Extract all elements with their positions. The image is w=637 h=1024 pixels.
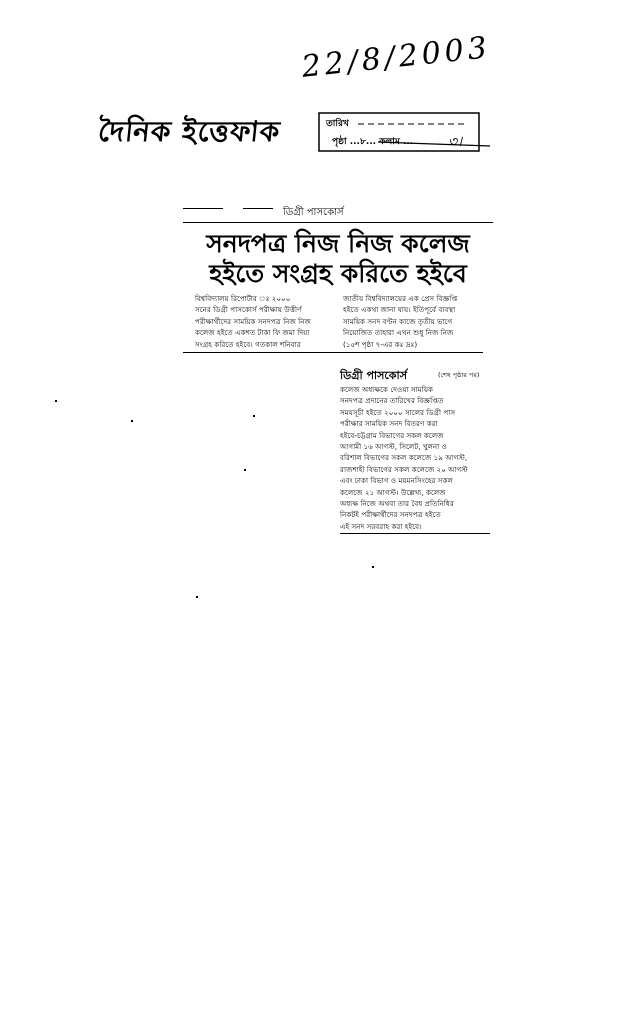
headline-rule-top — [183, 222, 493, 223]
text-line: কলেজ হইতে একশত টাকা ফি জমা দিয়া — [195, 328, 310, 338]
text-line: সাময়িক সনদ বণ্টন কাজে তৃতীয় ভাগে — [343, 316, 453, 326]
stamp-page-column: পৃষ্ঠা ...৮... কলাম ... — [332, 137, 414, 147]
text-line: বিশ্ববিদ্যালয় রিপোর্টার ঃ ২০০০ — [195, 294, 291, 303]
newspaper-masthead: দৈনিক ইত্তেফাক — [96, 115, 283, 148]
text-line: এই সনদ সরবরাহ করা হইবে। — [340, 521, 422, 531]
text-line: কলেজ অধ্যক্ষকে দেওয়া সাময়িক — [340, 385, 434, 394]
jump-line: (১৫শ পৃষ্ঠা ৭-এর কঃ দ্রঃ) — [343, 339, 418, 349]
text-line: নিয়োজিত তাহারা এখন শুধু নিজ নিজ — [343, 328, 454, 338]
stamp-signature: ৩। — [448, 134, 463, 150]
text-line: কলেজে ২১ আগস্ট। উল্লেখ্য, কলেজ — [340, 487, 446, 497]
stamp-label: তারিখ — [326, 119, 349, 129]
scan-speck — [253, 415, 255, 417]
text-line: রাজশাহী বিভাগের সকল কলেজে ২০ আগস্ট — [340, 464, 468, 474]
continuation-column — [340, 384, 468, 532]
scan-speck — [131, 420, 133, 422]
article-kicker: ডিগ্রী পাসকোর্স — [283, 207, 344, 218]
headline-line-2: হইতে সংগ্রহ করিতে হইবে — [209, 259, 467, 288]
divider — [183, 352, 483, 353]
text-line: এবং ঢাকা বিভাগ ও ময়মনসিংহের সকল — [340, 476, 453, 486]
scan-speck — [244, 469, 246, 471]
continuation-note: (শেষ পৃষ্ঠার পর) — [438, 371, 480, 379]
handwritten-date: 22/8/2003 — [300, 30, 493, 85]
text-line: নিকটই পরীক্ষার্থীদের সনদপত্র হইতে — [340, 510, 441, 520]
article-left-column — [195, 293, 311, 350]
divider — [243, 208, 273, 209]
text-line: সময়সূচী হইতে ২০০০ সালের ডিগ্রী পাস — [340, 407, 456, 417]
divider — [183, 208, 223, 209]
text-line: পরীক্ষার সাময়িক সনদ বিতরণ করা — [340, 419, 438, 429]
scan-speck — [196, 596, 198, 598]
text-line: আগামী ১৬ আগস্ট, সিলেট, খুলনা ও — [340, 442, 447, 452]
text-line: পরীক্ষার্থীদের সাময়িক সনদপত্র নিজ নিজ — [195, 316, 311, 326]
continuation-heading: ডিগ্রী পাসকোর্স — [340, 369, 407, 382]
text-line: হইবে-চট্টগ্রাম বিভাগের সকল কলেজ — [340, 430, 444, 440]
text-line: সংগ্রহ করিতে হইবে। গতকাল শনিবার — [195, 339, 301, 349]
text-line: সনের ডিগ্রী পাসকোর্স পরীক্ষায় উত্তীর্ণ — [195, 305, 302, 315]
text-line: বরিশাল বিভাগের সকল কলেজে ১৯ আগস্ট, — [340, 453, 468, 463]
text-line: সনদপত্র প্রদানের তারিখের বিজ্ঞপ্তিত — [340, 396, 444, 406]
article-right-column — [343, 293, 457, 350]
archive-stamp — [318, 112, 488, 152]
text-line: অধ্যক্ষ নিজে অথবা তার বৈধ প্রতিনিধির — [340, 499, 454, 509]
headline-line-1: সনদপত্র নিজ নিজ কলেজ — [206, 229, 470, 258]
text-line: হইতে একথা জানা যায়। ইতিপূর্বে ব্যবস্থা — [343, 305, 456, 315]
divider — [340, 533, 490, 534]
text-line: জাতীয় বিশ্ববিদ্যালয়ের এক প্রেস বিজ্ঞপ্তি — [343, 294, 458, 303]
scan-speck — [55, 400, 57, 402]
scan-speck — [372, 566, 374, 568]
